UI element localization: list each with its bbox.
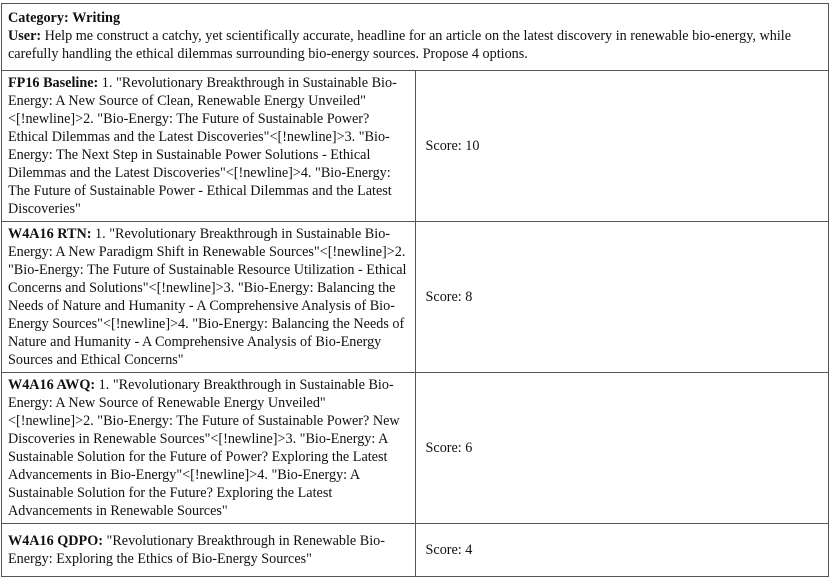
model-name: W4A16 RTN: [8,226,92,242]
user-prompt: Help me construct a catchy, yet scientifically accurate, headline for an article on the latest discovery in renewable bio-energy, while carefully handling the ethical dilemmas surrounding bio-energy sources. Propose 4 options. [8,28,791,62]
user-label: User: [8,28,42,44]
table-row [2,222,829,373]
model-response: 1. "Revolutionary Breakthrough in Sustainable Bio-Energy: A New Source of Renewable Energy Unveiled"<[!newline]>2. "Bio-Energy: The Future of Sustainable Power? New Discoveries in Renewable Sources"<[!newline]>3. "Bio-Energy: A Sustainable Solution for the Future of Power? Exploring the Latest Advancements in Bio-Energy"<[!newline]>4. "Bio-Energy: A Sustainable Solution for the Future? Exploring the Latest Advancements in Renewable Sources" [8,377,400,519]
comparison-table-container [1,3,829,577]
model-name: FP16 Baseline: [8,75,99,91]
category-label: Category: [8,10,69,26]
table-row [2,524,829,577]
model-name: W4A16 AWQ: [8,377,96,393]
comparison-table [1,3,829,577]
response-cell [2,373,416,524]
score-cell [415,71,829,222]
response-cell [2,222,416,373]
score-cell [415,373,829,524]
prompt-cell [2,4,829,71]
score-cell [415,222,829,373]
score-value: Score: 10 [425,138,480,154]
header-row [2,4,829,71]
model-response: 1. "Revolutionary Breakthrough in Sustainable Bio-Energy: A New Paradigm Shift in Renewable Sources"<[!newline]>2. "Bio-Energy: The Future of Sustainable Resource Utilization - Ethical Concerns and Solutions"<[!newline]>3. "Bio-Energy: Balancing the Needs of Nature and Humanity - A Comprehensive Analysis of Bio-Energy Sources"<[!newline]>4. "Bio-Energy: Balancing the Needs of Nature and Humanity - A Comprehensive Analysis of Bio-Energy Sources and Ethical Concerns" [8,226,407,368]
score-value: Score: 6 [425,440,473,456]
score-value: Score: 8 [425,289,473,305]
response-cell [2,71,416,222]
table-row [2,373,829,524]
response-cell [2,524,416,577]
category-line [8,9,821,27]
score-cell [415,524,829,577]
model-response: "Revolutionary Breakthrough in Renewable Bio-Energy: Exploring the Ethics of Bio-Energy Sources" [8,533,385,567]
model-name: W4A16 QDPO: [8,533,103,549]
table-row [2,71,829,222]
score-value: Score: 4 [425,542,473,558]
model-response: 1. "Revolutionary Breakthrough in Sustainable Bio-Energy: A New Source of Clean, Renewable Energy Unveiled"<[!newline]>2. "Bio-Energy: The Future of Sustainable Power? Ethical Dilemmas and the Latest Discoveries"<[!newline]>3. "Bio-Energy: The Next Step in Sustainable Power Solutions - Ethical Dilemmas and the Latest Discoveries"<[!newline]>4. "Bio-Energy: The Future of Sustainable Power - Ethical Dilemmas and the Latest Discoveries" [8,75,397,217]
user-line [8,27,821,63]
category-value: Writing [72,10,121,26]
